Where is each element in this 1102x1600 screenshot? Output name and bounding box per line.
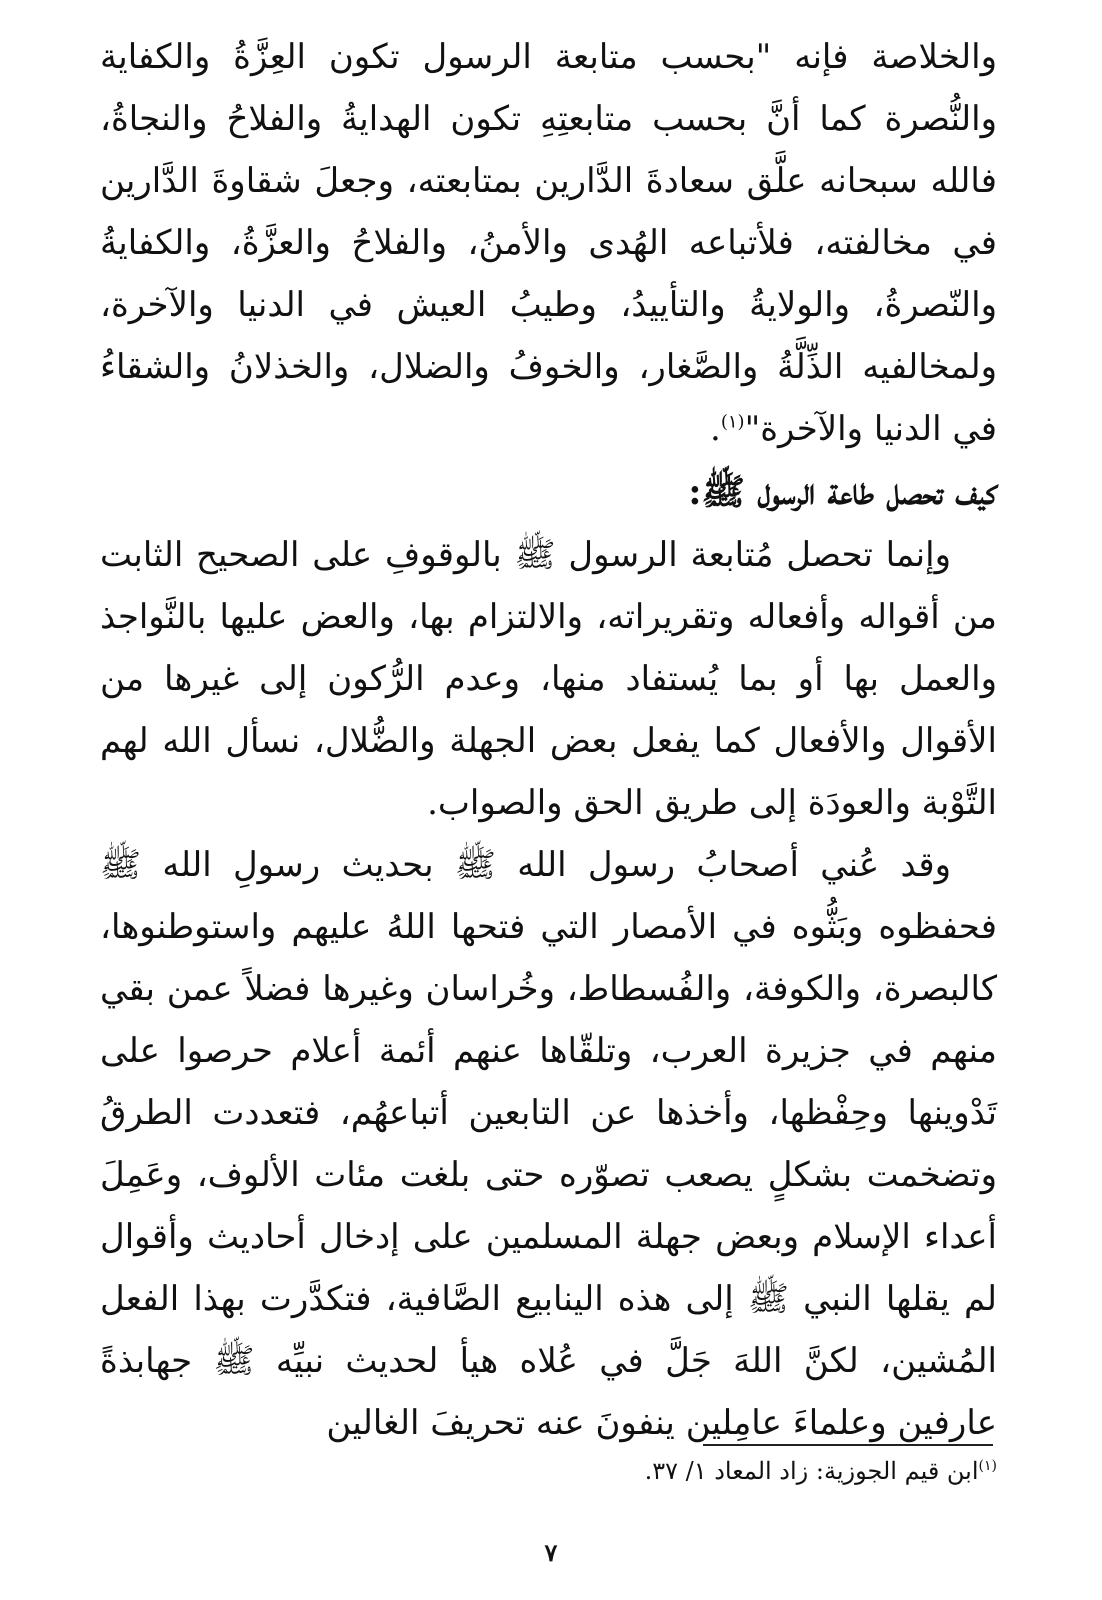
paragraph-companions: وقد عُني أصحابُ رسول الله ﷺ بحديث رسولِ الله ﷺ فحفظوه وبَثُّوه في الأمصار التي فتحها اللهُ عليهم واستوطنوها، كالبصرة، والكوفة، والفُسطاط، وخُراسان وغيرها فضلاً عمن بقي منهم في جزيرة العرب، وتلقّاها عنهم أئمة أعلام حرصوا على تَدْوينها وحِفْظها، وأخذها عن التابعين أتباعهُم، فتعددت الطرقُ وتضخمت بشكلٍ يصعب تصوّره حتى بلغت مئات الألوف، وعَمِلَ أعداء الإسلام وبعض جهلة المسلمين على إدخال أحاديث وأقوال لم يقلها النبي ﷺ إلى هذه الينابيع الصَّافية، فتكدَّرت بهذا الفعل المُشين، لكنَّ اللهَ جَلَّ في عُلاه هيأ لحديث نبيِّه ﷺ جهابذةً عارفين وعلماءَ عامِلين ينفونَ عنه تحريفَ الغالين [100,845,997,1443]
section-heading: كيف تحصل طاعة الرسول ﷺ: [688,471,997,513]
footnote [397,1451,997,1491]
footnote-mark: (١) [978,1458,997,1474]
paragraph-summary-text: والخلاصة فإنه "بحسب متابعة الرسول تكون العِزَّةُ والكفاية والنُّصرة كما أنَّ بحسب متابعتِهِ تكون الهدايةُ والفلاحُ والنجاةُ، فالله سبحانه علَّق سعادةَ الدَّارين بمتابعته، وجعلَ شقاوةَ الدَّارين في مخالفته، فلأتباعه الهُدى والأمنُ، والفلاحُ والعزَّةُ، والكفايةُ والنّصرةُ، والولايةُ والتأييدُ، وطيبُ العيش في الدنيا والآخرة، ولمخالفيه الذِّلَّةُ والصَّغار، والخوفُ والضلال، والخذلانُ والشقاءُ في الدنيا والآخرة" [100,37,997,449]
footnote-text: ابن قيم الجوزية: زاد المعاد ١/ ٣٧. [644,1457,979,1485]
paragraph-summary [100,26,997,460]
paragraph-obedience: وإنما تحصل مُتابعة الرسول ﷺ بالوقوفِ على الصحيح الثابت من أقواله وأفعاله وتقريراته، والالتزام بها، والعض عليها بالنَّواجذ والعمل بها أو بما يُستفاد منها، وعدم الرُّكون إلى غيرها من الأقوال والأفعال كما يفعل بعض الجهلة والضُّلال، نسأل الله لهم التَّوْبة والعودَة إلى طريق الحق والصواب. [100,535,997,823]
page-body [100,26,997,1454]
page-number: ٧ [544,1538,558,1567]
paragraph-summary-end: . [710,409,721,449]
footnote-divider [703,1444,993,1446]
footnote-reference: (١) [720,411,745,433]
